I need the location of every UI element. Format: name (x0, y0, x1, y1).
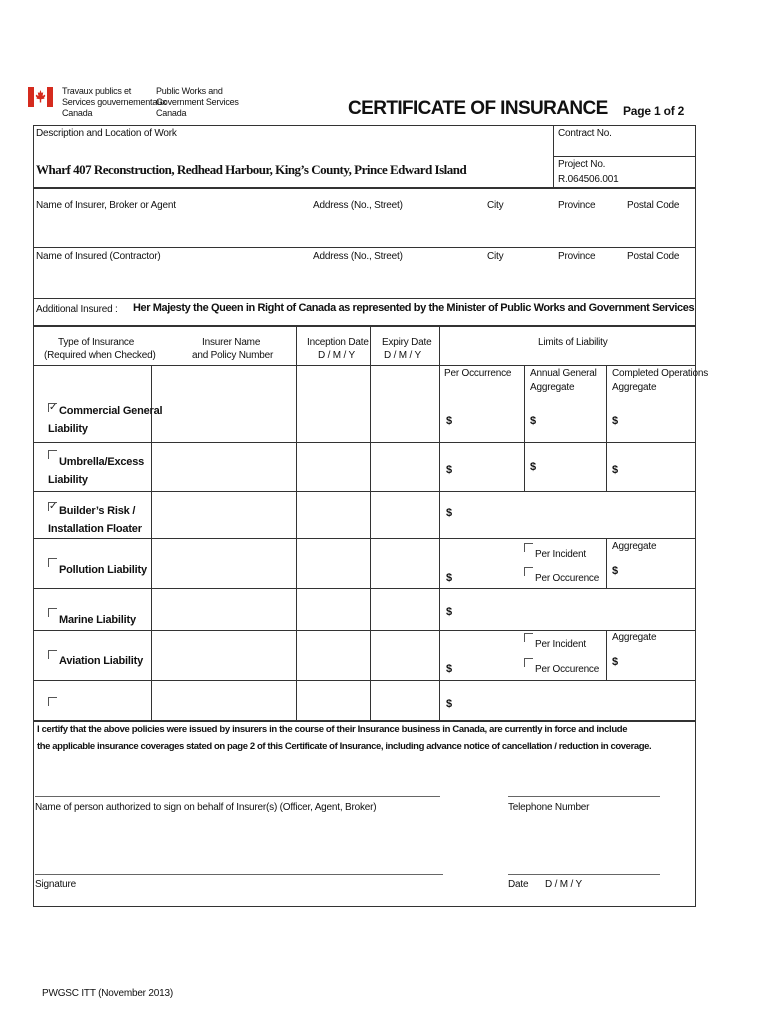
insured-postal-label: Postal Code (627, 251, 680, 262)
insured-province-label: Province (558, 251, 596, 262)
work-description-label: Description and Location of Work (36, 128, 177, 139)
aviation-per-occurence-checkbox[interactable] (524, 658, 533, 667)
per-occurrence-header: Per Occurrence (444, 368, 512, 379)
col-line-type (151, 366, 152, 721)
insured-city-label: City (487, 251, 504, 262)
umbrella-per-occurrence[interactable]: $ (446, 464, 452, 476)
completed-ops-header-1: Completed Operations (612, 368, 709, 379)
type-header-1: Type of Insurance (58, 337, 135, 348)
aviation-per-incident-label: Per Incident (535, 639, 586, 650)
marine-checkbox[interactable] (48, 608, 57, 617)
umbrella-annual-aggregate[interactable]: $ (530, 461, 536, 473)
completed-ops-header-2: Aggregate (612, 382, 657, 393)
dept-name-en-1: Public Works and (156, 86, 223, 96)
telephone-line[interactable] (508, 796, 660, 797)
row-line-6 (33, 680, 696, 681)
umbrella-excess-label-1: Umbrella/Excess (59, 456, 145, 468)
pollution-label: Pollution Liability (59, 564, 147, 576)
section-divider-1 (33, 187, 696, 189)
row-line-1 (33, 442, 696, 443)
builders-risk-label-2: Installation Floater (48, 523, 142, 535)
row-line-7 (33, 720, 696, 722)
signature-line[interactable] (35, 874, 443, 875)
insured-name-label: Name of Insured (Contractor) (36, 251, 161, 262)
builders-risk-amount[interactable]: $ (446, 507, 452, 519)
builders-risk-label-1: Builder’s Risk / (59, 505, 136, 517)
commercial-general-completed-ops[interactable]: $ (612, 415, 618, 427)
limits-header: Limits of Liability (538, 337, 608, 348)
commercial-general-annual-aggregate[interactable]: $ (530, 415, 536, 427)
expiry-header-1: Expiry Date (382, 337, 432, 348)
dept-name-fr-3: Canada (62, 108, 93, 118)
dept-name-fr-1: Travaux publics et (62, 86, 132, 96)
pollution-amount[interactable]: $ (446, 572, 452, 584)
col-line-expiry (439, 325, 440, 721)
form-footer: PWGSC ITT (November 2013) (42, 988, 173, 999)
canada-flag-icon (28, 87, 53, 107)
aviation-per-occurence-label: Per Occurence (535, 664, 600, 675)
type-header-2: (Required when Checked) (44, 350, 156, 361)
inception-header-2: D / M / Y (318, 350, 355, 361)
date-line[interactable] (508, 874, 660, 875)
row-line-5 (33, 630, 696, 631)
annual-aggregate-header-2: Aggregate (530, 382, 575, 393)
section-divider-4 (33, 325, 696, 327)
expiry-header-2: D / M / Y (384, 350, 421, 361)
authorized-name-line[interactable] (35, 796, 440, 797)
row-line-2 (33, 491, 696, 492)
certify-text-1: I certify that the above policies were issued by insurers in the course of their Insurance business in Canada, are currently in force and include (37, 724, 628, 735)
aviation-amount[interactable]: $ (446, 663, 452, 675)
page-number: Page 1 of 2 (623, 104, 685, 118)
certify-text-2: the applicable insurance coverages stated on page 2 of this Certificate of Insurance, including advance notice of cancellation / reduction in coverage. (37, 741, 652, 752)
pollution-checkbox[interactable] (48, 558, 57, 567)
dept-name-en-2: Government Services (156, 97, 239, 107)
row-line-4 (33, 588, 696, 589)
annual-aggregate-header-1: Annual General (530, 368, 597, 379)
col-line-completed-c (606, 630, 607, 680)
additional-insured-label: Additional Insured : (36, 304, 118, 315)
other-insurance-amount[interactable]: $ (446, 698, 452, 710)
pollution-per-occurence-label: Per Occurence (535, 573, 600, 584)
pollution-aggregate-amount[interactable]: $ (612, 565, 618, 577)
row-line-3 (33, 538, 696, 539)
pollution-per-incident-checkbox[interactable] (524, 543, 533, 552)
date-label: Date (508, 879, 529, 890)
insurer-header-2: and Policy Number (192, 350, 274, 361)
dept-name-en-3: Canada (156, 108, 187, 118)
row-line-header (33, 365, 696, 366)
additional-insured-value: Her Majesty the Queen in Right of Canada as represented by the Minister of Public Works and Government Services (133, 302, 695, 314)
insurer-name-label: Name of Insurer, Broker or Agent (36, 200, 176, 211)
contract-divider (553, 156, 696, 157)
pollution-per-occurence-checkbox[interactable] (524, 567, 533, 576)
commercial-general-checkbox[interactable]: ✓ (49, 402, 58, 413)
date-format-label: D / M / Y (545, 879, 582, 890)
insurer-city-label: City (487, 200, 504, 211)
umbrella-excess-checkbox[interactable] (48, 450, 57, 459)
col-line-completed-a (606, 366, 607, 491)
insurer-header-1: Insurer Name (202, 337, 261, 348)
section-divider-2 (33, 247, 696, 248)
work-description-value[interactable]: Wharf 407 Reconstruction, Redhead Harbour, King’s County, Prince Edward Island (36, 162, 467, 177)
commercial-general-label-1: Commercial General (59, 405, 163, 417)
commercial-general-per-occurrence[interactable]: $ (446, 415, 452, 427)
umbrella-excess-label-2: Liability (48, 474, 88, 486)
page-title: CERTIFICATE OF INSURANCE (348, 98, 608, 119)
aviation-aggregate-label: Aggregate (612, 632, 657, 643)
contract-no-label: Contract No. (558, 128, 612, 139)
builders-risk-checkbox[interactable]: ✓ (49, 501, 58, 512)
project-no-label: Project No. (558, 159, 606, 170)
signature-label: Signature (35, 879, 77, 890)
insurer-address-label: Address (No., Street) (313, 200, 403, 211)
project-no-value[interactable]: R.064506.001 (558, 174, 619, 185)
marine-amount[interactable]: $ (446, 606, 452, 618)
aviation-checkbox[interactable] (48, 650, 57, 659)
umbrella-completed-ops[interactable]: $ (612, 464, 618, 476)
insurer-postal-label: Postal Code (627, 200, 680, 211)
col-line-completed-b (606, 538, 607, 588)
col-line-insurer (296, 325, 297, 721)
col-line-annual-a (524, 366, 525, 491)
section-divider-3 (33, 298, 696, 299)
insured-address-label: Address (No., Street) (313, 251, 403, 262)
marine-label: Marine Liability (59, 614, 136, 626)
aviation-label: Aviation Liability (59, 655, 144, 667)
aviation-aggregate-amount[interactable]: $ (612, 656, 618, 668)
pollution-aggregate-label: Aggregate (612, 541, 657, 552)
inception-header-1: Inception Date (307, 337, 369, 348)
aviation-per-incident-checkbox[interactable] (524, 633, 533, 642)
authorized-name-label: Name of person authorized to sign on behalf of Insurer(s) (Officer, Agent, Broker) (35, 802, 377, 813)
dept-name-fr-2: Services gouvernementaux (62, 97, 167, 107)
commercial-general-label-2: Liability (48, 423, 88, 435)
col-line-inception (370, 325, 371, 721)
telephone-label: Telephone Number (508, 802, 590, 813)
other-insurance-checkbox[interactable] (48, 697, 57, 706)
insurer-province-label: Province (558, 200, 596, 211)
pollution-per-incident-label: Per Incident (535, 549, 586, 560)
